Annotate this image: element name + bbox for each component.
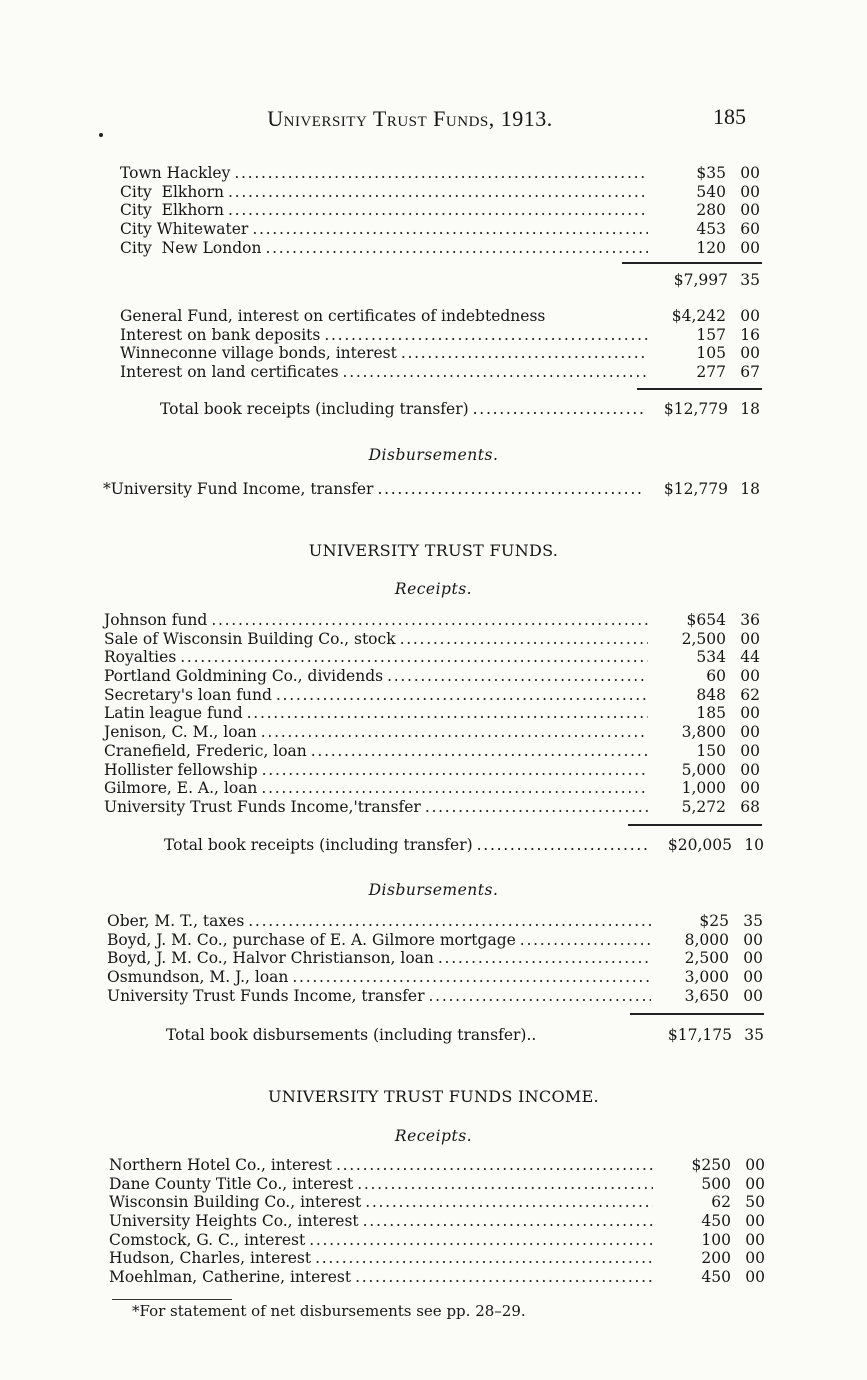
item-label: Cranefield, Frederic, loan bbox=[104, 741, 307, 760]
list-item bbox=[120, 183, 760, 202]
item-amount: 3,650 bbox=[684, 986, 729, 1005]
item-cents: 00 bbox=[740, 704, 760, 723]
running-header bbox=[0, 106, 820, 132]
item-cents: 00 bbox=[740, 629, 760, 648]
item-amount: 2,500 bbox=[681, 629, 726, 648]
item-cents: 00 bbox=[740, 760, 760, 779]
dot-leader bbox=[355, 1268, 653, 1287]
list-item bbox=[109, 1175, 765, 1194]
list-item bbox=[120, 201, 760, 220]
total1-cents: 18 bbox=[740, 400, 760, 418]
item-amount: 1,000 bbox=[681, 779, 726, 798]
dot-leader bbox=[377, 479, 644, 499]
item-amount: 500 bbox=[701, 1174, 731, 1193]
total-book-receipts-row bbox=[160, 399, 760, 419]
receipts-total-cents: 10 bbox=[744, 836, 764, 854]
item-label: Boyd, J. M. Co., Halvor Christianson, loan bbox=[107, 949, 434, 968]
item-amount: 453 bbox=[696, 220, 726, 239]
item-cents: 00 bbox=[743, 930, 763, 949]
item-label: Johnson fund bbox=[104, 611, 208, 629]
receipts-heading: Receipts. bbox=[394, 580, 473, 598]
list-item bbox=[107, 949, 763, 968]
item-label: Dane County Title Co., interest bbox=[109, 1174, 354, 1193]
interest-list bbox=[120, 307, 760, 382]
top-subtotal-cents: 35 bbox=[740, 271, 760, 289]
item-cents: 00 bbox=[740, 667, 760, 686]
item-cents: 00 bbox=[745, 1212, 765, 1231]
dot-leader bbox=[309, 1231, 653, 1250]
trust-funds-disbursements-total-row bbox=[166, 1025, 764, 1045]
item-label: Hudson, Charles, interest bbox=[109, 1249, 312, 1268]
item-label: University Trust Funds Income,'transfer bbox=[104, 797, 421, 816]
receipts-heading-2: Receipts. bbox=[394, 1127, 473, 1145]
item-amount: 105 bbox=[696, 344, 726, 363]
item-label: Osmundson, M. J., loan bbox=[107, 968, 289, 987]
university-fund-income-row bbox=[103, 479, 760, 499]
item-label: City Whitewater bbox=[120, 220, 249, 239]
item-label: Sale of Wisconsin Building Co., stock bbox=[104, 629, 396, 648]
item-cents: 00 bbox=[745, 1230, 765, 1249]
dot-leader bbox=[520, 931, 651, 950]
item-amount: 5,272 bbox=[681, 797, 726, 816]
item-cents: 35 bbox=[743, 912, 763, 930]
item-cents: 67 bbox=[740, 363, 760, 382]
list-item bbox=[109, 1249, 765, 1268]
list-item bbox=[120, 220, 760, 239]
list-item bbox=[104, 742, 760, 761]
item-cents: 62 bbox=[740, 685, 760, 704]
list-item bbox=[109, 1156, 765, 1175]
item-label: Moehlman, Catherine, interest bbox=[109, 1268, 352, 1287]
item-amount: 8,000 bbox=[684, 930, 729, 949]
dot-leader bbox=[252, 220, 648, 239]
list-item bbox=[107, 968, 763, 987]
dot-leader bbox=[265, 239, 648, 258]
item-label: General Fund, interest on certificates of indebtedness bbox=[120, 307, 546, 325]
list-item bbox=[107, 931, 763, 950]
footnote-rule bbox=[112, 1299, 232, 1300]
item-label: Boyd, J. M. Co., purchase of E. A. Gilmore mortgage bbox=[107, 930, 516, 949]
item-cents: 00 bbox=[740, 779, 760, 798]
item-cents: 00 bbox=[740, 238, 760, 257]
item-cents: 00 bbox=[745, 1174, 765, 1193]
disb-total-label: Total book disbursements (including transfer).. bbox=[166, 1026, 537, 1044]
trust-funds-receipts-list bbox=[104, 611, 760, 817]
dot-leader bbox=[292, 968, 651, 987]
total1-rule bbox=[637, 388, 762, 390]
receipts-total-label: Total book receipts (including transfer) bbox=[164, 836, 473, 854]
item-cents: 00 bbox=[740, 307, 760, 325]
item-amount: 150 bbox=[696, 741, 726, 760]
list-item bbox=[109, 1231, 765, 1250]
disb-total-cents: 35 bbox=[744, 1026, 764, 1044]
section-title-trust-funds: UNIVERSITY TRUST FUNDS. bbox=[308, 541, 559, 560]
item-amount: 5,000 bbox=[681, 760, 726, 779]
dot-leader bbox=[357, 1175, 653, 1194]
list-item bbox=[120, 326, 760, 345]
item-label: University Heights Co., interest bbox=[109, 1212, 359, 1231]
dot-leader bbox=[438, 949, 651, 968]
item-cents: 00 bbox=[740, 723, 760, 742]
item-cents: 00 bbox=[743, 949, 763, 968]
disbursements-heading-2: Disbursements. bbox=[368, 881, 499, 899]
disb-total-rule bbox=[630, 1013, 764, 1015]
dot-leader bbox=[234, 164, 648, 183]
item-cents: 60 bbox=[740, 220, 760, 239]
list-item bbox=[109, 1268, 765, 1287]
list-item bbox=[104, 761, 760, 780]
item-amount: $4,242 bbox=[671, 307, 726, 325]
dot-leader bbox=[261, 723, 648, 742]
list-item bbox=[104, 686, 760, 705]
dot-leader bbox=[477, 835, 648, 855]
dot-leader bbox=[429, 987, 651, 1006]
list-item bbox=[104, 667, 760, 686]
list-item bbox=[120, 363, 760, 382]
list-item bbox=[104, 779, 760, 798]
list-item bbox=[104, 611, 760, 630]
item-amount: 185 bbox=[696, 704, 726, 723]
top-subtotal-row bbox=[620, 270, 760, 290]
dot-leader bbox=[473, 399, 644, 419]
item-amount: 2,500 bbox=[684, 949, 729, 968]
item-amount: 450 bbox=[701, 1212, 731, 1231]
item-label: Royalties bbox=[104, 648, 177, 667]
footnote: *For statement of net disbursements see pp. 28–29. bbox=[132, 1302, 526, 1320]
item-amount: 200 bbox=[701, 1249, 731, 1268]
item-label: Wisconsin Building Co., interest bbox=[109, 1193, 362, 1212]
dot-leader bbox=[211, 611, 648, 630]
item-label: Hollister fellowship bbox=[104, 760, 258, 779]
item-cents: 00 bbox=[745, 1268, 765, 1287]
trust-funds-disbursements-list bbox=[107, 912, 763, 1005]
list-item bbox=[104, 798, 760, 817]
dot-leader bbox=[401, 344, 648, 363]
item-label: City Elkhorn bbox=[120, 182, 225, 201]
item-label: Gilmore, E. A., loan bbox=[104, 779, 258, 798]
item-label: City Elkhorn bbox=[120, 201, 225, 220]
list-item bbox=[104, 648, 760, 667]
item-label: Interest on land certificates bbox=[120, 363, 339, 382]
dot-leader bbox=[262, 761, 648, 780]
receipts-total-amount: $20,005 bbox=[667, 836, 732, 854]
list-item bbox=[107, 912, 763, 931]
header-year: 1913. bbox=[500, 106, 553, 131]
item-label: Interest on bank deposits bbox=[120, 325, 321, 344]
item-cents: 00 bbox=[740, 201, 760, 220]
list-item bbox=[104, 630, 760, 649]
item-cents: 00 bbox=[740, 344, 760, 363]
dot-leader bbox=[315, 1249, 653, 1268]
item-label: Secretary's loan fund bbox=[104, 685, 272, 704]
item-label: University Trust Funds Income, transfer bbox=[107, 986, 425, 1005]
item-amount: $25 bbox=[699, 912, 729, 930]
town-city-list bbox=[120, 164, 760, 257]
list-item bbox=[120, 307, 760, 326]
receipts-total-rule bbox=[628, 824, 762, 826]
item-label: Town Hackley bbox=[120, 164, 231, 182]
item-amount: 100 bbox=[701, 1230, 731, 1249]
item-cents: 00 bbox=[743, 968, 763, 987]
item-cents: 00 bbox=[740, 741, 760, 760]
list-item bbox=[107, 987, 763, 1006]
dot-leader bbox=[387, 667, 648, 686]
item-label: City New London bbox=[120, 238, 262, 257]
item-amount: 280 bbox=[696, 201, 726, 220]
item-amount: 534 bbox=[696, 648, 726, 667]
item-amount: $35 bbox=[696, 164, 726, 182]
item-cents: 00 bbox=[740, 164, 760, 182]
item-cents: 00 bbox=[743, 986, 763, 1005]
item-amount: 540 bbox=[696, 182, 726, 201]
top-subtotal-amount: $7,997 bbox=[673, 271, 728, 289]
item-label: Winneconne village bonds, interest bbox=[120, 344, 397, 363]
item-amount: 120 bbox=[696, 238, 726, 257]
dot-leader bbox=[365, 1193, 653, 1212]
list-item bbox=[109, 1212, 765, 1231]
page-number: 185 bbox=[713, 104, 746, 129]
item-cents: 68 bbox=[740, 797, 760, 816]
item-amount: 450 bbox=[701, 1268, 731, 1287]
total1-label: Total book receipts (including transfer) bbox=[160, 400, 469, 418]
item-amount: 60 bbox=[706, 667, 726, 686]
dot-leader bbox=[276, 686, 648, 705]
dot-leader bbox=[247, 704, 648, 723]
item-amount: 277 bbox=[696, 363, 726, 382]
disb-total-amount: $17,175 bbox=[667, 1026, 732, 1044]
item-label: Northern Hotel Co., interest bbox=[109, 1156, 332, 1174]
item-amount: 157 bbox=[696, 325, 726, 344]
item-label: Comstock, G. C., interest bbox=[109, 1230, 306, 1249]
disb1-amount: $12,779 bbox=[663, 480, 728, 498]
dot-leader bbox=[343, 363, 648, 382]
dot-leader bbox=[363, 1212, 653, 1231]
list-item bbox=[120, 164, 760, 183]
dot-leader bbox=[336, 1156, 653, 1175]
item-cents: 00 bbox=[745, 1249, 765, 1268]
list-item bbox=[120, 344, 760, 363]
item-label: Portland Goldmining Co., dividends bbox=[104, 667, 384, 686]
list-item bbox=[120, 239, 760, 258]
item-cents: 50 bbox=[745, 1193, 765, 1212]
dot-leader bbox=[311, 742, 648, 761]
item-label: Latin league fund bbox=[104, 704, 243, 723]
trust-funds-receipts-total-row bbox=[164, 835, 764, 855]
item-cents: 36 bbox=[740, 611, 760, 629]
page-speck bbox=[99, 133, 103, 137]
dot-leader bbox=[180, 648, 648, 667]
item-amount: 3,000 bbox=[684, 968, 729, 987]
trust-funds-income-receipts-list bbox=[109, 1156, 765, 1287]
item-label: Jenison, C. M., loan bbox=[104, 723, 257, 742]
item-amount: $250 bbox=[691, 1156, 731, 1174]
item-cents: 16 bbox=[740, 325, 760, 344]
subtotal-rule bbox=[622, 262, 762, 264]
section-title-trust-funds-income: UNIVERSITY TRUST FUNDS INCOME. bbox=[268, 1087, 599, 1106]
list-item bbox=[104, 704, 760, 723]
dot-leader bbox=[425, 798, 648, 817]
list-item bbox=[104, 723, 760, 742]
dot-leader bbox=[248, 912, 651, 931]
header-title: University Trust Funds, bbox=[267, 106, 501, 131]
item-amount: 848 bbox=[696, 685, 726, 704]
item-cents: 44 bbox=[740, 648, 760, 667]
item-cents: 00 bbox=[740, 182, 760, 201]
list-item bbox=[109, 1193, 765, 1212]
dot-leader bbox=[261, 779, 648, 798]
disbursements-heading: Disbursements. bbox=[368, 446, 499, 464]
dot-leader bbox=[228, 183, 648, 202]
disb1-label: *University Fund Income, transfer bbox=[103, 480, 374, 498]
item-cents: 00 bbox=[745, 1156, 765, 1174]
disb1-cents: 18 bbox=[740, 480, 760, 498]
item-amount: 3,800 bbox=[681, 723, 726, 742]
item-amount: 62 bbox=[711, 1193, 731, 1212]
item-label: Ober, M. T., taxes bbox=[107, 912, 245, 930]
item-amount: $654 bbox=[686, 611, 726, 629]
total1-amount: $12,779 bbox=[663, 400, 728, 418]
dot-leader bbox=[228, 201, 648, 220]
dot-leader bbox=[324, 326, 648, 345]
dot-leader bbox=[400, 630, 648, 649]
